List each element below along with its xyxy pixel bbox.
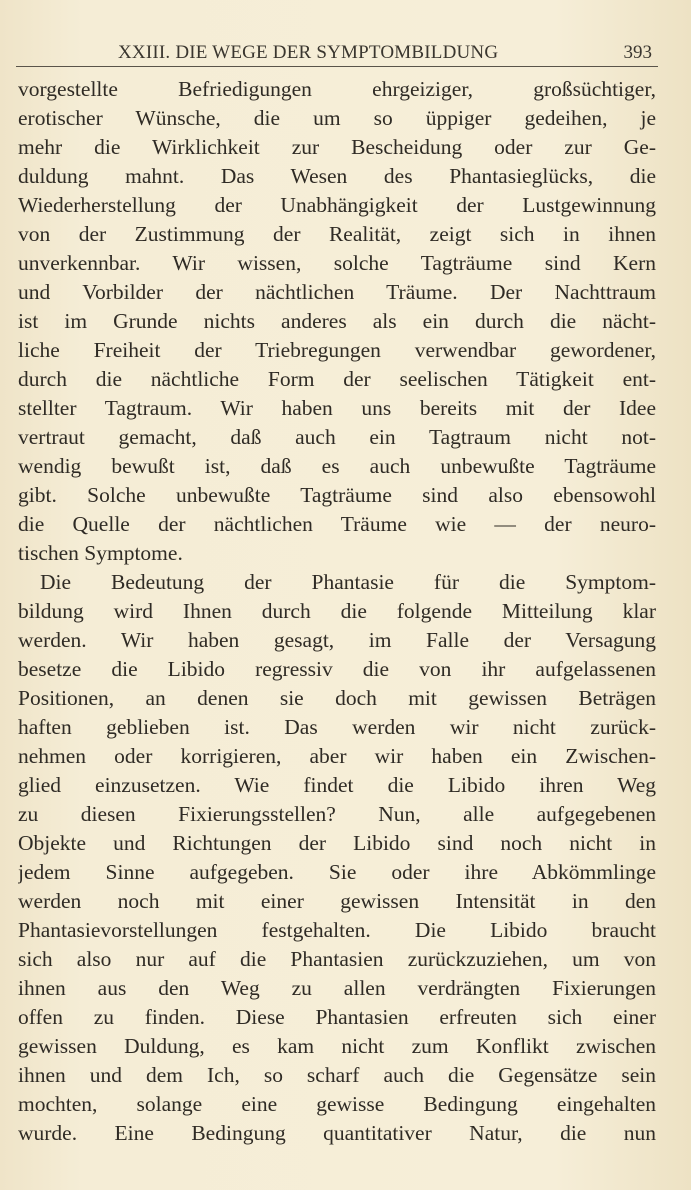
text-line: nehmen oder korrigieren, aber wir haben ein Zwischen- <box>18 744 656 768</box>
paragraph-1 <box>18 75 656 568</box>
text-line: gewissen Duldung, es kam nicht zum Konflikt zwischen <box>18 1034 656 1058</box>
text-line: ihnen aus den Weg zu allen verdrängten Fixierungen <box>18 976 656 1000</box>
body-text <box>18 75 656 1148</box>
text-line: vorgestellte Befriedigungen ehrgeiziger, großsüchtiger, <box>18 77 656 101</box>
text-line: duldung mahnt. Das Wesen des Phantasieglücks, die <box>18 164 656 188</box>
text-line: bildung wird Ihnen durch die folgende Mitteilung klar <box>18 599 656 623</box>
paragraph-2 <box>18 568 656 1148</box>
text-line: von der Zustimmung der Realität, zeigt sich in ihnen <box>18 222 656 246</box>
text-line: Positionen, an denen sie doch mit gewissen Beträgen <box>18 686 656 710</box>
text-line: mochten, solange eine gewisse Bedingung eingehalten <box>18 1092 656 1116</box>
text-line: wurde. Eine Bedingung quantitativer Natur, die nun <box>18 1121 656 1145</box>
text-line: mehr die Wirklichkeit zur Bescheidung oder zur Ge- <box>18 135 656 159</box>
text-line: Die Bedeutung der Phantasie für die Symptom- <box>40 570 656 594</box>
text-line: ist im Grunde nichts anderes als ein durch die nächt- <box>18 309 656 333</box>
running-title: XXIII. DIE WEGE DER SYMPTOMBILDUNG <box>118 42 499 63</box>
text-line: jedem Sinne aufgegeben. Sie oder ihre Abkömmlinge <box>18 860 656 884</box>
text-line: tischen Symptome. <box>18 541 183 565</box>
text-line: werden. Wir haben gesagt, im Falle der Versagung <box>18 628 656 652</box>
page-number: 393 <box>623 42 652 63</box>
text-line: zu diesen Fixierungsstellen? Nun, alle aufgegebenen <box>18 802 656 826</box>
text-line: werden noch mit einer gewissen Intensität in den <box>18 889 656 913</box>
text-line: und Vorbilder der nächtlichen Träume. Der Nachttraum <box>18 280 656 304</box>
text-line: besetze die Libido regressiv die von ihr aufgelassenen <box>18 657 656 681</box>
page-header <box>16 40 658 67</box>
text-line: Wiederherstellung der Unabhängigkeit der Lustgewinnung <box>18 193 656 217</box>
text-line: wendig bewußt ist, daß es auch unbewußte Tagträume <box>18 454 656 478</box>
text-line: erotischer Wünsche, die um so üppiger gedeihen, je <box>18 106 656 130</box>
text-line: ihnen und dem Ich, so scharf auch die Gegensätze sein <box>18 1063 656 1087</box>
text-line: Phantasievorstellungen festgehalten. Die Libido braucht <box>18 918 656 942</box>
text-line: sich also nur auf die Phantasien zurückzuziehen, um von <box>18 947 656 971</box>
text-line: glied einzusetzen. Wie findet die Libido ihren Weg <box>18 773 656 797</box>
text-line: Objekte und Richtungen der Libido sind noch nicht in <box>18 831 656 855</box>
text-line: die Quelle der nächtlichen Träume wie — der neuro- <box>18 512 656 536</box>
text-line: gibt. Solche unbewußte Tagträume sind also ebensowohl <box>18 483 656 507</box>
text-line: haften geblieben ist. Das werden wir nicht zurück- <box>18 715 656 739</box>
text-line: vertraut gemacht, daß auch ein Tagtraum nicht not- <box>18 425 656 449</box>
text-line: offen zu finden. Diese Phantasien erfreuten sich einer <box>18 1005 656 1029</box>
text-line: unverkennbar. Wir wissen, solche Tagträume sind Kern <box>18 251 656 275</box>
text-line: durch die nächtliche Form der seelischen Tätigkeit ent- <box>18 367 656 391</box>
text-line: liche Freiheit der Triebregungen verwendbar gewordener, <box>18 338 656 362</box>
text-line: stellter Tagtraum. Wir haben uns bereits mit der Idee <box>18 396 656 420</box>
